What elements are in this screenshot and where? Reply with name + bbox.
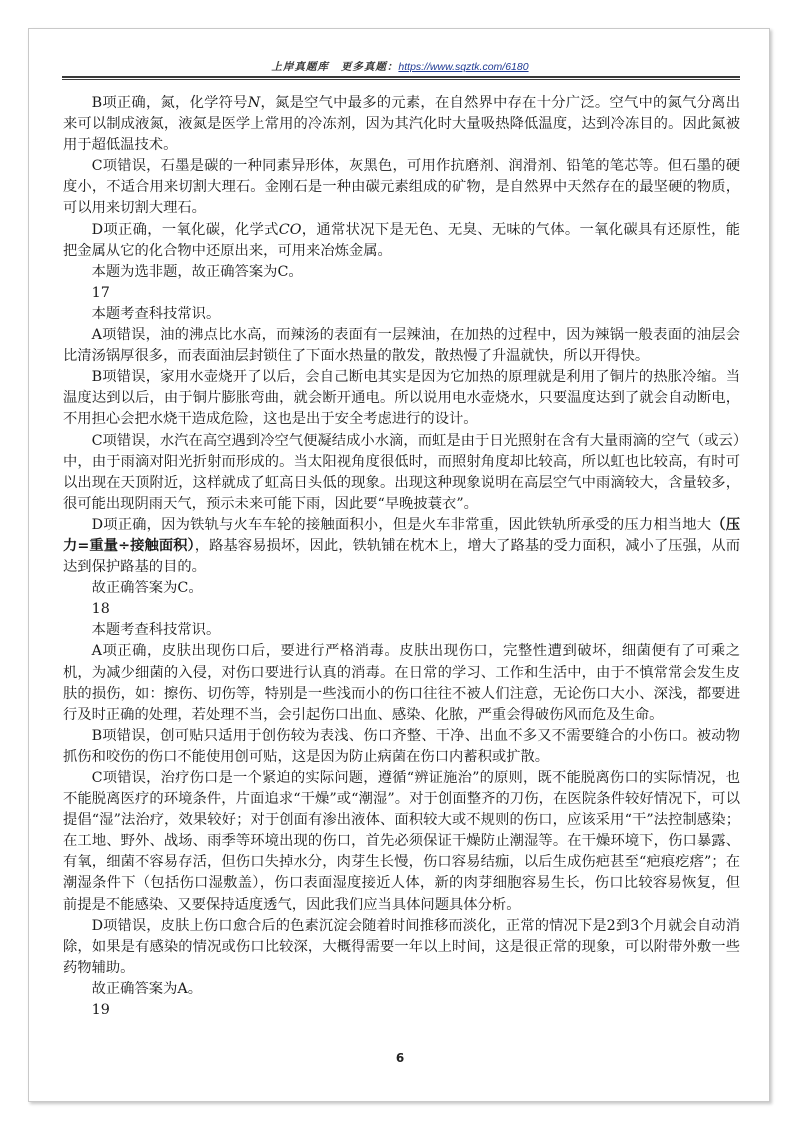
chemical-symbol: N xyxy=(247,95,261,111)
answer-paragraph: B项错误，创可贴只适用于创伤较为表浅、伤口齐整、干净、出血不多又不需要缝合的小伤口。被动物抓伤和咬伤的伤口不能使用创可贴，这是因为防止病菌在伤口内蓄积或扩散。 xyxy=(63,727,740,765)
paragraph-text: B项正确，氮，化学符号 xyxy=(91,95,248,111)
header-divider xyxy=(62,76,740,80)
paragraph-text: D项正确，因为铁轨与火车车轮的接触面积小，但是火车非常重，因此铁轨所承受的压力相当地大 xyxy=(91,516,712,533)
answer-paragraph: A项错误，油的沸点比水高，而辣汤的表面有一层辣油，在加热的过程中，因为辣锅一般表面的油层会比清汤锅厚很多，而表面油层封锁住了下面水热量的散发，散热慢了升温就快，所以开得快。 xyxy=(63,327,740,365)
question-number: 17 xyxy=(91,284,110,301)
topic-statement: 本题考查科技常识。 xyxy=(91,622,221,639)
answer-paragraph: C项错误，治疗伤口是一个紧迫的实际问题，遵循“辨证施治”的原则，既不能脱离伤口的实际情况，也不能脱离医疗的环境条件，片面追求“干燥”或“潮湿”。对于创面整齐的刀伤，在医院条件较好情况下，可以提倡“湿”法治疗，效果较好；对于创面有渗出液体、面积较大或不规则的伤口，应该采用“干”法控制感染；在工地、野外、战场、雨季等环境出现的伤口，首先必须保证干燥防止潮湿等。在干燥环境下，伤口暴露、有氧，细菌不容易存活，但伤口失掉水分，肉芽生长慢，伤口容易结痂，以后生成伤疤甚至“疤痕疙瘩”；在潮湿条件下（包括伤口湿敷盖），伤口表面湿度接近人体，新的肉芽细胞容易生长，伤口比较容易恢复，但前提是不能感染、又要保持适度透气，因此我们应当具体问题具体分析。 xyxy=(63,770,740,913)
paragraph-text: ，氮是空气中最多的元素，在自然界中存在十分广泛。空气中的氮气分离出来可以制成液氮，液氮是医学上常用的冷冻剂，因为其汽化时大量吸热降低温度，达到冷冻目的。因此氮被用于超低温技术。 xyxy=(63,95,741,154)
page-number: 6 xyxy=(395,1051,405,1065)
answer-paragraph: D项错误，皮肤上伤口愈合后的色素沉淀会随着时间推移而淡化，正常的情况下是2到3个月就会自动消除，如果是有感染的情况或伤口比较深，大概得需要一年以上时间，这是很正常的现象，可以附带外敷一些药物辅助。 xyxy=(63,917,740,976)
answer-paragraph: C项错误，石墨是碳的一种同素异形体，灰黑色，可用作抗磨剂、润滑剂、铅笔的笔芯等。但石墨的硬度小，不适合用来切割大理石。金刚石是一种由碳元素组成的矿物，是自然界中天然存在的最坚硬的物质，可以用来切割大理石。 xyxy=(63,158,740,217)
answer-paragraph xyxy=(63,93,740,156)
header-site-name: 上岸真题库 xyxy=(271,61,329,73)
header-url-link[interactable]: https://www.sqztk.com/6180 xyxy=(398,61,529,73)
answer-paragraph: A项正确，皮肤出现伤口后，要进行严格消毒。皮肤出现伤口，完整性遭到破坏，细菌便有了可乘之机，为减少细菌的入侵，对伤口要进行认真的消毒。在日常的学习、工作和生活中，由于不慎常常会发生皮肤的损伤，如：擦伤、切伤等，特别是一些浅而小的伤口往往不被人们注意，无论伤口大小、深浅，都要进行及时正确的处理，若处理不当，会引起伤口出血、感染、化脓，严重会得破伤风而危及生命。 xyxy=(63,643,740,723)
answer-paragraph xyxy=(63,515,740,578)
paragraph-text: ，路基容易损坏，因此，铁轨铺在枕木上，增大了路基的受力面积，减小了压强，从而达到保护路基的目的。 xyxy=(63,537,741,576)
answer-paragraph xyxy=(63,220,740,262)
paragraph-text: ，通常状况下是无色、无臭、无味的气体。一氧化碳具有还原性，能把金属从它的化合物中还原出来，可用来冶炼金属。 xyxy=(63,221,740,259)
header-more-label: 更多真题： xyxy=(340,61,399,73)
question-number: 19 xyxy=(91,1002,110,1019)
question-number: 18 xyxy=(91,601,110,618)
pressure-formula: （压力=重量÷接触面积） xyxy=(63,516,740,554)
answer-conclusion: 故正确答案为A。 xyxy=(91,980,202,997)
chemical-formula: CO xyxy=(278,221,302,238)
paragraph-text: D项正确，一氧化碳，化学式 xyxy=(91,221,279,238)
answer-conclusion: 故正确答案为C。 xyxy=(91,580,203,597)
page-header xyxy=(0,59,800,74)
answer-conclusion: 本题为选非题，故正确答案为C。 xyxy=(91,263,303,280)
answer-paragraph: B项错误，家用水壶烧开了以后，会自己断电其实是因为它加热的原理就是利用了铜片的热胀冷缩。当温度达到以后，由于铜片膨胀弯曲，就会断开通电。所以说用电水壶烧水，只要温度达到了就会自动断电，不用担心会把水烧干造成危险，这也是出于安全考虑进行的设计。 xyxy=(63,369,740,428)
document-body xyxy=(63,93,740,1021)
answer-paragraph: C项错误，水汽在高空遇到冷空气便凝结成小水滴，而虹是由于日光照射在含有大量雨滴的空气（或云）中，由于雨滴对阳光折射而形成的。当太阳视角度很低时，而照射角度却比较高，所以虹也比较高，有时可以出现在天顶附近，这样就成了虹高日头低的现象。出现这种现象说明在高层空气中雨滴较大，含量较多，很可能出现阴雨天气，预示未来可能下雨，因此要“早晚披蓑衣”。 xyxy=(63,432,740,512)
topic-statement: 本题考查科技常识。 xyxy=(91,305,221,322)
